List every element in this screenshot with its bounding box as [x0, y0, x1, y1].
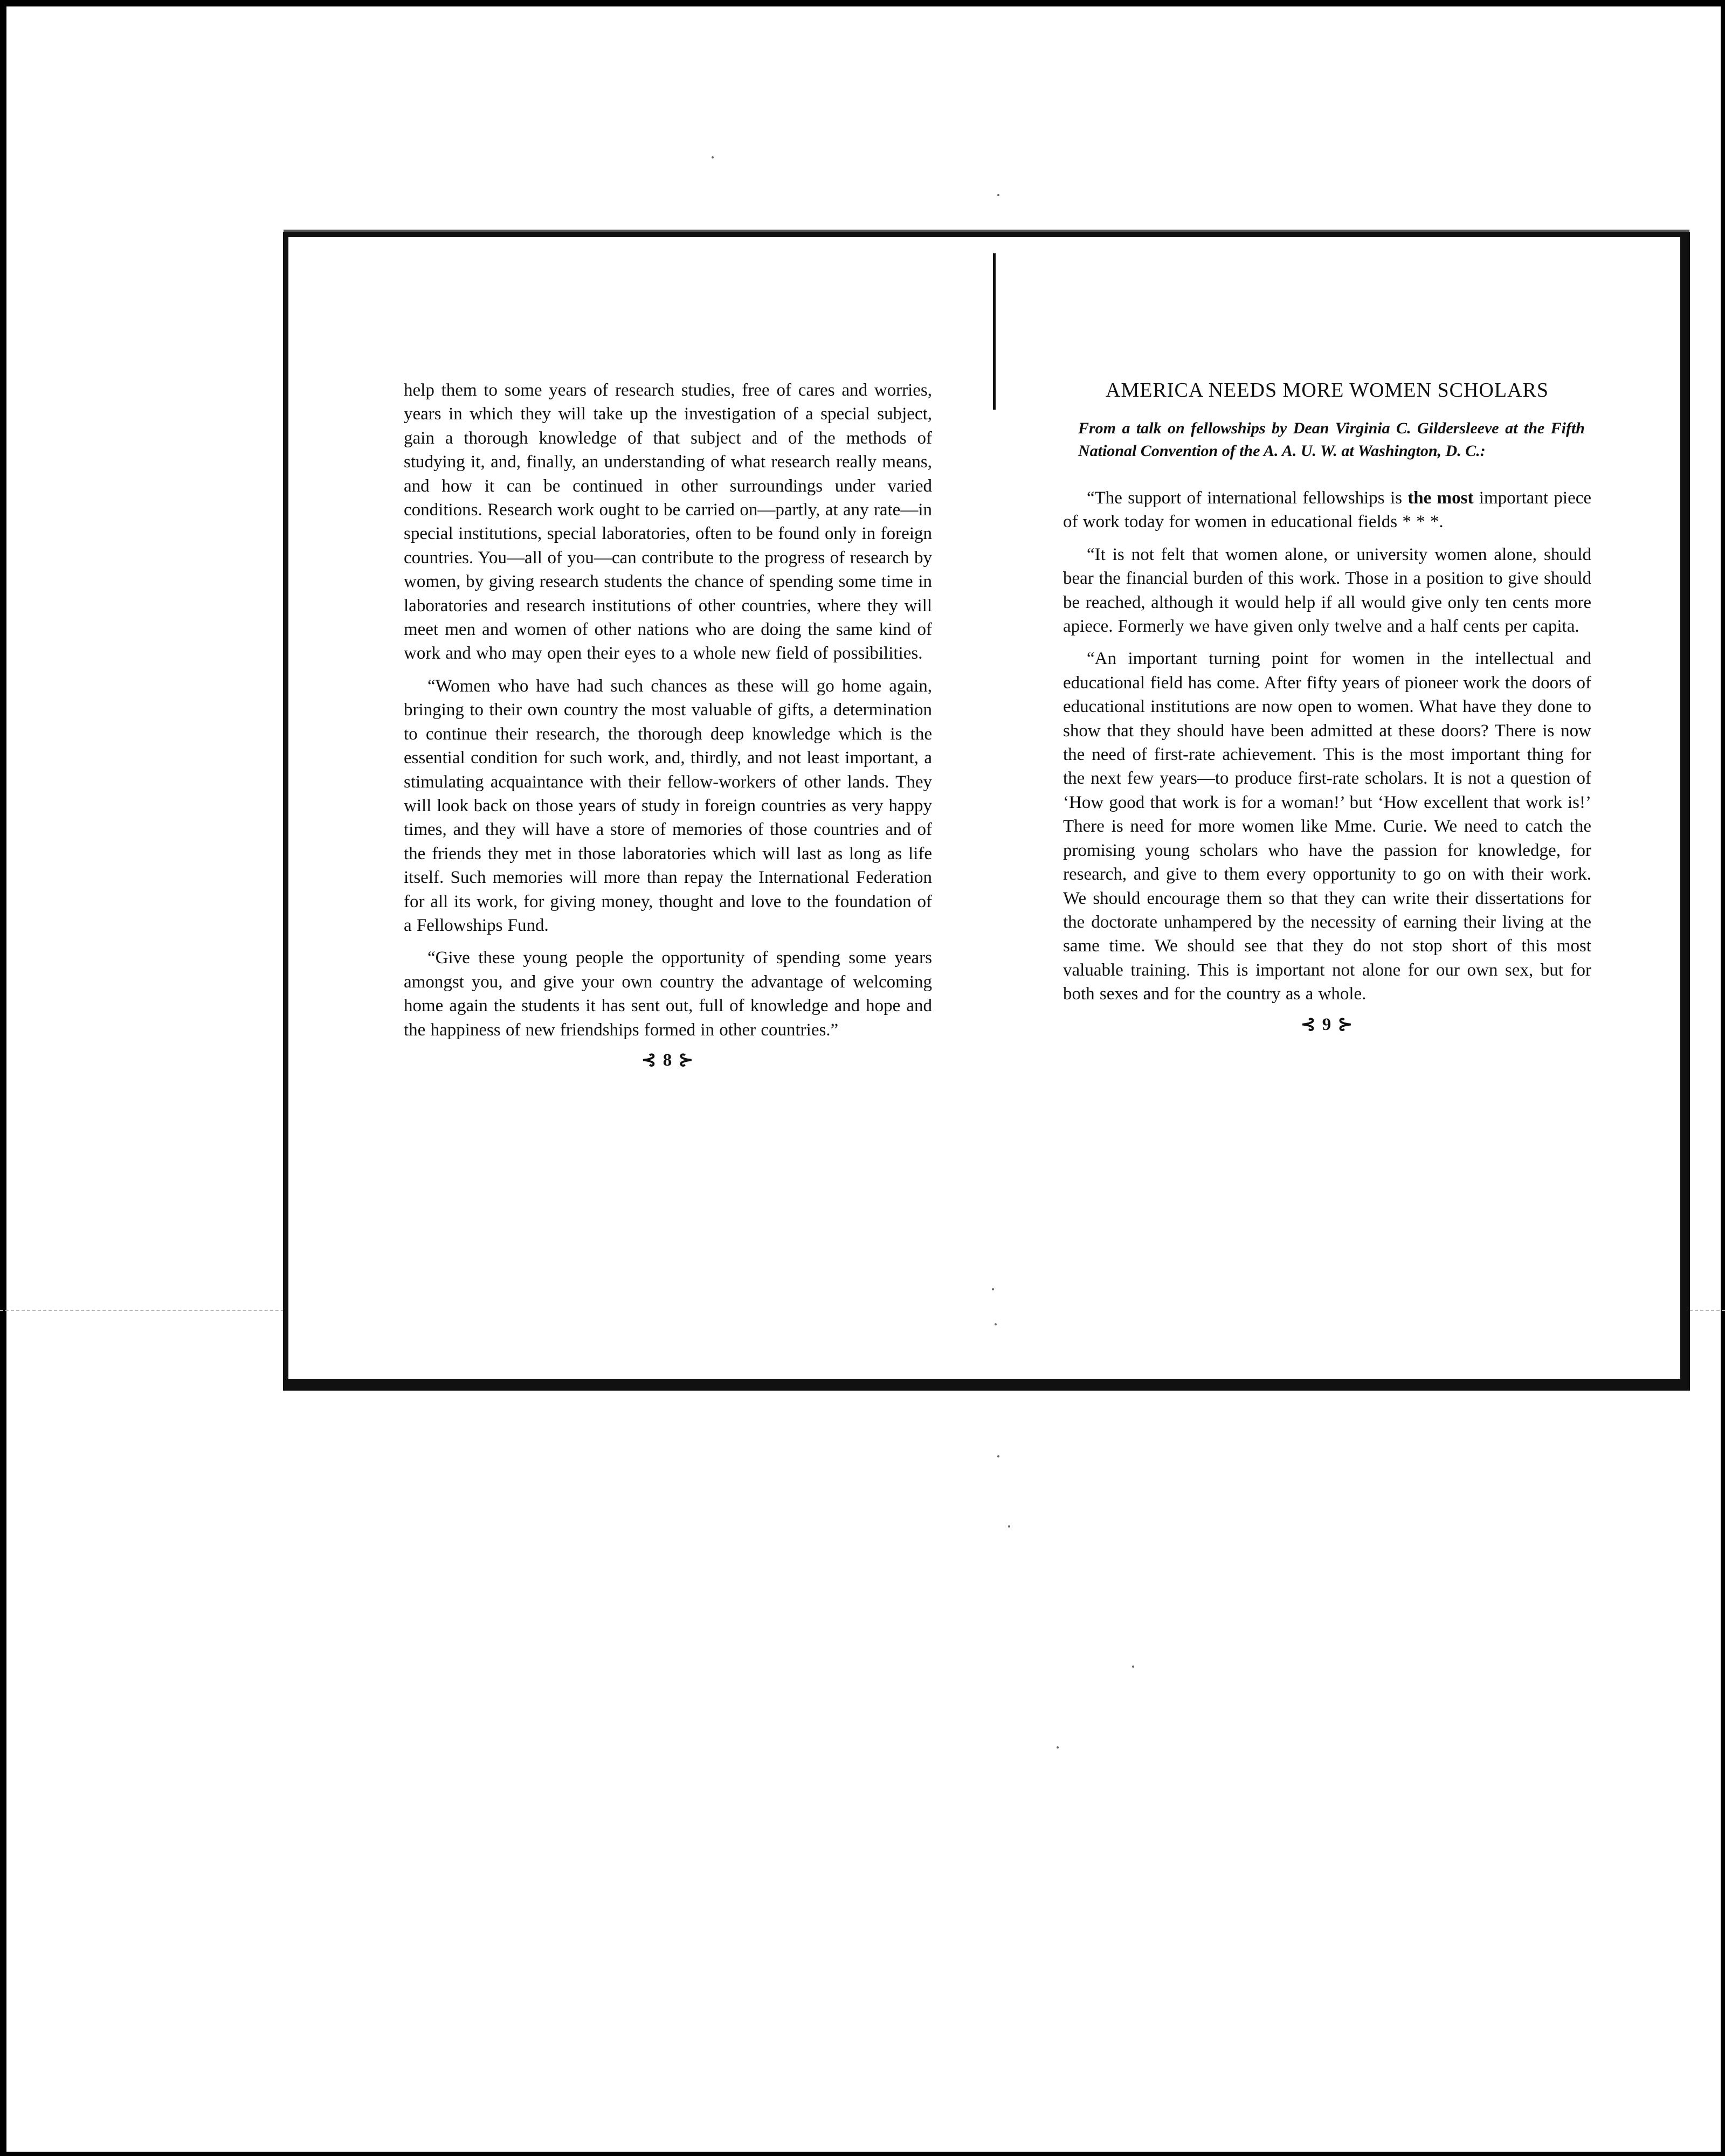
scan-speck	[997, 194, 999, 196]
folio-ornament-left: ⊰	[1300, 1014, 1317, 1034]
scan-speck	[997, 1455, 999, 1457]
right-paragraph-1-text: “The support of international fellowships is	[1087, 488, 1408, 508]
left-page-number-text: 8	[663, 1050, 673, 1070]
right-paragraph-2	[1063, 543, 1591, 639]
left-paragraph-1: help them to some years of research studies, free of cares and worries, years in which they will take up the investigation of a special subject, gain a thorough knowledge of that subject and of the methods of studying it, and, finally, an understanding of what research really means, and how it can be continued in other surroundings under varied conditions. Research work ought to be carried on—partly, at any rate—in special institutions, special laboratories, often to be found only in foreign countries. You—all of you—can contribute to the progress of research by women, by giving research students the chance of spending some time in laboratories and research institutions of other countries, where they will meet men and women of other nations who are doing the same kind of work and who may open their eyes to a whole new field of possibilities.	[404, 381, 932, 664]
scan-speck	[1057, 1746, 1059, 1749]
folio-ornament-right: ⊱	[678, 1050, 695, 1070]
scan-speck	[995, 1323, 997, 1325]
scan-speck	[1132, 1666, 1134, 1668]
spine-line	[993, 253, 996, 410]
right-paragraph-1	[1063, 486, 1591, 534]
left-paragraph-3: “Give these young people the opportunity of spending some years amongst you, and give your own country the advantage of welcoming home again the students it has sent out, full of knowledge and hope and the happiness of new friendships formed in other countries.”	[404, 948, 932, 1040]
scan-speck	[1008, 1525, 1010, 1528]
left-paragraph-2: “Women who have had such chances as these will go home again, bringing to their own country the most valuable of gifts, a determination to continue their research, the thorough deep knowledge which is the essential condition for such work, and, thirdly, and not least important, a stimulating acquaintance with their fellow-workers of other lands. They will look back on those years of study in foreign countries as very happy times, and they will have a store of memories of those countries and of the friends they met in those laboratories which will last as long as life itself. Such memories will more than repay the International Federation for all its work, for giving money, thought and love to the foundation of a Fellowships Fund.	[404, 676, 932, 935]
right-paragraph-2-text: “It is not felt that women alone, or university women alone, should bear the financial burden of this work. Those in a position to give should be reached, although it would help if all would give only ten cents more apiece. Formerly we have given only twelve and a half cents per capita.	[1063, 544, 1591, 637]
article-source: From a talk on fellowships by Dean Virginia C. Gildersleeve at the Fifth National Convention of the A. A. U. W. at Washington, D. C.:	[1078, 419, 1585, 460]
booklet-spread	[283, 232, 1690, 1391]
right-paragraph-3	[1063, 647, 1591, 1006]
right-paragraph-3-text: “An important turning point for women in the intellectual and educational field has come. After fifty years of pioneer work the doors of educational institutions are now open to women. What have they done to show that they should have been admitted at these doors? There is now the need of first-rate achievement. This is the most important thing for the next few years—to produce first-rate scholars. It is not a question of ‘How good that work is for a woman!’ but ‘How excellent that work is!’ There is need for more women like Mme. Curie. We need to catch the promising young scholars who have the passion for knowledge, for research, and give to them every opportunity to go on with their work. We should encourage them so that they can write their dissertations for the doctorate unhampered by the necessity of earning their living at the same time. We should see that they do not stop short of this most valuable training. This is important not alone for our own sex, but for both sexes and for the country as a whole.	[1063, 649, 1591, 1004]
scan-speck	[712, 156, 714, 158]
right-page-number-text: 9	[1322, 1014, 1333, 1034]
right-paragraph-1-bold: the most	[1407, 488, 1474, 508]
right-page-number	[1063, 1014, 1591, 1035]
right-paragraph-1-rest: important piece of work today for women in educational fields * * *.	[1063, 488, 1592, 532]
right-page	[1063, 378, 1591, 1035]
left-page-number	[404, 1049, 932, 1071]
left-page	[404, 378, 932, 1071]
scan-speck	[992, 1288, 994, 1290]
folio-ornament-right: ⊱	[1337, 1014, 1354, 1034]
article-title: AMERICA NEEDS MORE WOMEN SCHOLARS	[1106, 379, 1549, 402]
folio-ornament-left: ⊰	[641, 1050, 658, 1070]
